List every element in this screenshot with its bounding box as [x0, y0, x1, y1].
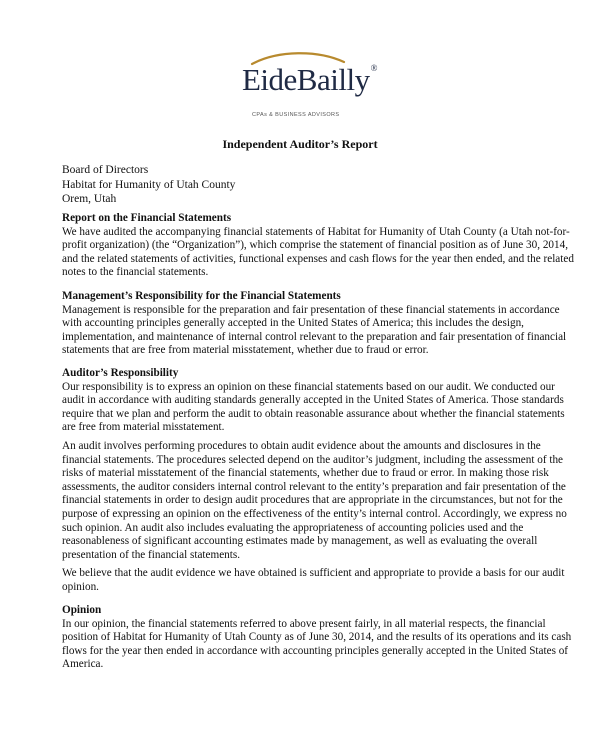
- auditor-section: [62, 367, 574, 435]
- addressee-block: [62, 163, 235, 207]
- management-section: [62, 290, 574, 358]
- section-paragraph: We have audited the accompanying financial statements of Habitat for Humanity of Utah County (a Utah not-for-profit organization) (the “Organization”), which comprise the statement of financial position as of June 30, 2014, and the related statements of activities, functional expenses and cash flows for the year then ended, and the related notes to the financial statements.: [62, 225, 574, 279]
- section-paragraph: In our opinion, the financial statements referred to above present fairly, in all material respects, the financial position of Habitat for Humanity of Utah County as of June 30, 2014, and the results of its operations and its cash flows for the year then ended in accordance with accounting principles generally accepted in the United States of America.: [62, 617, 572, 671]
- section-paragraph: Our responsibility is to express an opinion on these financial statements based on our audit. We conducted our audit in accordance with auditing standards generally accepted in the United States of America. Those standards require that we plan and perform the audit to obtain reasonable assurance about whether the financial statements are free from material misstatement.: [62, 380, 565, 434]
- audit-procedures-paragraph: [62, 440, 574, 562]
- addressee-line: Board of Directors: [62, 164, 149, 176]
- report-title: Independent Auditor’s Report: [222, 137, 378, 151]
- addressee-line: Habitat for Humanity of Utah County: [62, 178, 236, 191]
- section-paragraph: We believe that the audit evidence we have obtained is sufficient and appropriate to provide a basis for our audit opinion.: [62, 567, 565, 593]
- opinion-section: [62, 604, 574, 672]
- section-paragraph: Management is responsible for the preparation and fair presentation of these financial statements in accordance with accounting principles generally accepted in the United States of America; this includes the design, implementation, and maintenance of internal control relevant to the preparation and fair presentation of financial statements that are free from material misstatement, whether due to fraud or error.: [62, 303, 567, 357]
- report-section: [62, 212, 574, 280]
- section-heading: Opinion: [62, 604, 102, 616]
- logo-tagline: CPAs & BUSINESS ADVISORS: [252, 112, 340, 118]
- section-heading: Report on the Financial Statements: [62, 212, 232, 224]
- eide-bailly-logo: [238, 50, 377, 125]
- addressee-line: Orem, Utah: [62, 193, 117, 205]
- section-paragraph: An audit involves performing procedures to obtain audit evidence about the amounts and disclosures in the financial statements. The procedures selected depend on the auditor’s judgment, including the assessment of the risks of material misstatement of the financial statements, whether due to fraud or error. In making those risk assessments, the auditor considers internal control relevant to the entity’s preparation and fair presentation of the financial statements in order to design audit procedures that are appropriate in the circumstances, but not for the purpose of expressing an opinion on the effectiveness of the entity’s internal control. Accordingly, we express no such opinion. An audit also includes evaluating the appropriateness of accounting policies used and the reasonableness of significant accounting estimates made by management, as well as evaluating the overall presentation of the financial statements.: [62, 440, 567, 561]
- logo-wordmark: EideBailly®: [242, 62, 377, 97]
- section-heading: Management’s Responsibility for the Financial Statements: [62, 290, 341, 302]
- section-heading: Auditor’s Responsibility: [62, 367, 179, 379]
- audit-evidence-paragraph: [62, 567, 574, 594]
